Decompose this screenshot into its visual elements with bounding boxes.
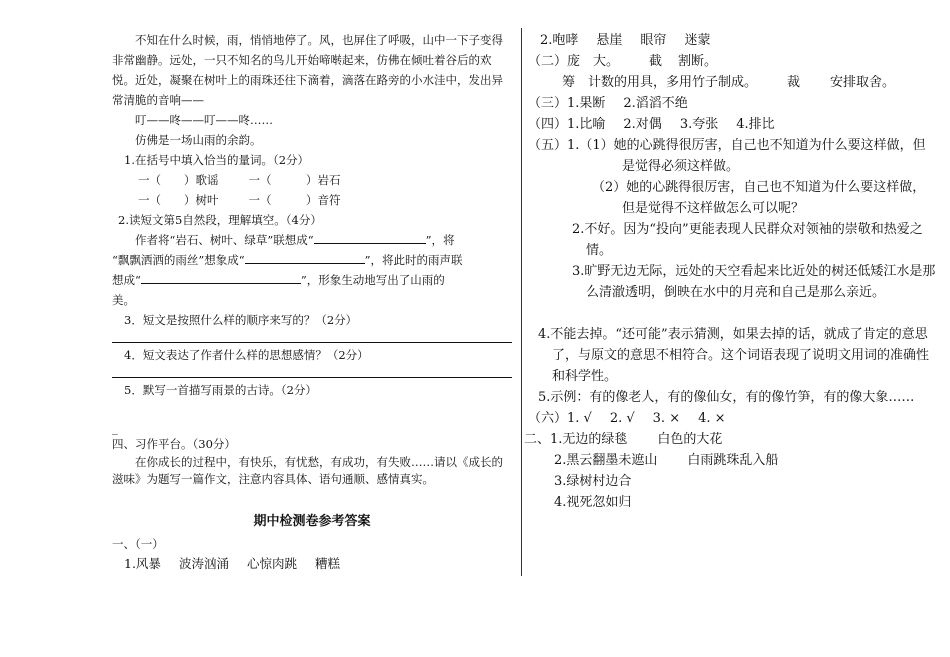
- right-column: [524, 30, 938, 513]
- passage-paragraph-2: 叮——咚——叮——咚……: [135, 113, 273, 127]
- measure-word-item: 一（ ）树叶: [138, 193, 219, 207]
- answer-key-title: 期中检测卷参考答案: [253, 514, 371, 529]
- question-2-line-3: [112, 270, 512, 290]
- question-3: 3．短文是按照什么样的顺序来写的？（2分）: [124, 313, 358, 327]
- answer-item: （六）1. √: [528, 411, 592, 426]
- answer-row: [528, 30, 938, 51]
- question-2-text: ”，将: [425, 233, 455, 247]
- answer-row: 3.绿树村边合: [554, 474, 632, 489]
- answer-blank[interactable]: [141, 272, 301, 284]
- measure-word-item: 一（ ）岩石: [248, 173, 341, 187]
- answer-item: 糟糕: [314, 556, 340, 571]
- passage-paragraph-3: 仿佛是一场山雨的余韵。: [135, 133, 262, 147]
- answer-item: 眼帘: [640, 33, 667, 48]
- question-1-row-1: [112, 170, 512, 190]
- answer-item: 3.夸张: [679, 117, 719, 132]
- answer-row: [528, 450, 938, 471]
- question-5: 5．默写一首描写雨景的古诗。（2分）: [124, 383, 317, 397]
- left-column: [112, 30, 512, 574]
- answer-item: 2.咆哮: [540, 33, 579, 48]
- answer-row: [528, 93, 938, 114]
- answer-paragraph: 4.不能去掉。“还可能”表示猜测，如果去掉的话，就成了肯定的意思了，与原文的意思不相符合。这个词语表现了说明文用词的准确性和科学性。: [538, 327, 930, 384]
- answer-item: 4. ×: [698, 411, 726, 426]
- answer-row: [528, 51, 938, 72]
- answer-item: 割断。: [678, 54, 718, 69]
- question-2: 2.读短文第5自然段，理解填空。（4分）: [118, 213, 322, 227]
- answer-paragraph: （五）1.（1）她的心跳得很厉害，自己也不知道为什么要这样做，但是觉得必须这样做。: [528, 138, 926, 174]
- answer-item: 4.排比: [736, 117, 775, 132]
- answer-item: 白雨跳珠乱入船: [687, 453, 779, 468]
- answer-item: 1.风暴: [124, 556, 161, 571]
- answer-row: 4.视死忽如归: [554, 495, 632, 510]
- answer-item: 裁: [787, 75, 801, 90]
- answer-paragraph: 2.不好。因为“投向”更能表现人民群众对领袖的崇敬和热爱之情。: [572, 222, 923, 258]
- section-4-heading: 四、习作平台。（30分）: [112, 437, 236, 451]
- question-2-line-1: [112, 230, 512, 250]
- answer-row-1: [112, 554, 512, 574]
- column-divider: [521, 28, 522, 576]
- answer-row: [524, 429, 938, 450]
- answer-item: 2.对偶: [623, 117, 662, 132]
- question-2-line-2: [112, 250, 512, 270]
- answer-item: 截: [649, 54, 663, 69]
- answer-paragraph: 5.示例：有的像老人，有的像仙女，有的像竹笋，有的像大象……: [538, 390, 915, 405]
- question-2-text: ”，形象生动地写出了山雨的: [300, 273, 445, 287]
- answer-blank[interactable]: [314, 232, 426, 244]
- question-2-text: 想成“: [112, 273, 141, 287]
- answer-item: 二、1.无边的绿毯: [524, 432, 628, 447]
- question-2-text: 作者将“岩石、树叶、绿草”联想成“: [135, 233, 314, 247]
- answer-item: 2.滔滔不绝: [623, 96, 688, 111]
- stray-mark: _: [112, 421, 118, 435]
- answer-item: 波涛汹涌: [178, 556, 229, 571]
- section-4-body: 在你成长的过程中，有快乐，有忧愁，有成功，有失败……请以《成长的滋味》为题写一篇作文，注意内容具体、语句通顺、感情真实。: [112, 455, 503, 486]
- answer-item: 安排取舍。: [830, 75, 896, 90]
- answer-item: （三）1.果断: [528, 96, 606, 111]
- answer-row: [528, 72, 938, 93]
- question-1: 1.在括号中填入恰当的量词。（2分）: [124, 153, 310, 167]
- answer-row: [528, 114, 938, 135]
- question-2-line-4: 美。: [112, 293, 135, 307]
- answer-item: 2.黑云翻墨未遮山: [554, 453, 658, 468]
- answer-item: 心惊肉跳: [246, 556, 297, 571]
- answer-line[interactable]: [112, 334, 512, 343]
- answer-line[interactable]: [112, 369, 512, 378]
- answer-item: 白色的大花: [657, 432, 723, 447]
- answer-item: （二）庞 大。: [528, 54, 620, 69]
- question-2-text: “飘飘洒洒的雨丝”想象成“: [112, 253, 245, 267]
- measure-word-item: 一（ ）音符: [248, 193, 341, 207]
- answer-item: 筹 计数的用具，多用竹子制成。: [562, 75, 758, 90]
- spacer: [528, 303, 938, 324]
- answer-item: 悬崖: [596, 33, 623, 48]
- question-1-row-2: [112, 190, 512, 210]
- answer-item: （四）1.比喻: [528, 117, 606, 132]
- question-2-text: ”，将此时的雨声联: [364, 253, 463, 267]
- answer-section-heading: 一、（一）: [112, 537, 164, 551]
- measure-word-item: 一（ ）歌谣: [138, 173, 219, 187]
- answer-item: 2. √: [609, 411, 635, 426]
- answer-paragraph: （2）她的心跳得很厉害，自己也不知道为什么要这样做，但是觉得不这样做怎么可以呢？: [592, 180, 926, 216]
- answer-row: [528, 408, 938, 429]
- answer-item: 3. ×: [652, 411, 681, 426]
- answer-item: 迷蒙: [684, 33, 711, 48]
- answer-blank[interactable]: [245, 252, 365, 264]
- answer-paragraph: 3.旷野无边无际，远处的天空看起来比近处的树还低矮江水是那么清澈透明，倒映在水中的月亮和自己是那么亲近。: [572, 264, 936, 300]
- passage-paragraph-1: 不知在什么时候，雨，悄悄地停了。风，也屏住了呼吸，山中一下子变得非常幽静。远处，一只不知名的鸟儿开始啼啭起来，仿佛在倾吐着谷后的欢悦。近处，凝聚在树叶上的雨珠还往下滴着，滴落在路旁的小水洼中，发出异常清脆的音响——: [112, 33, 503, 107]
- question-4: 4．短文表达了作者什么样的思想感情？（2分）: [124, 348, 369, 362]
